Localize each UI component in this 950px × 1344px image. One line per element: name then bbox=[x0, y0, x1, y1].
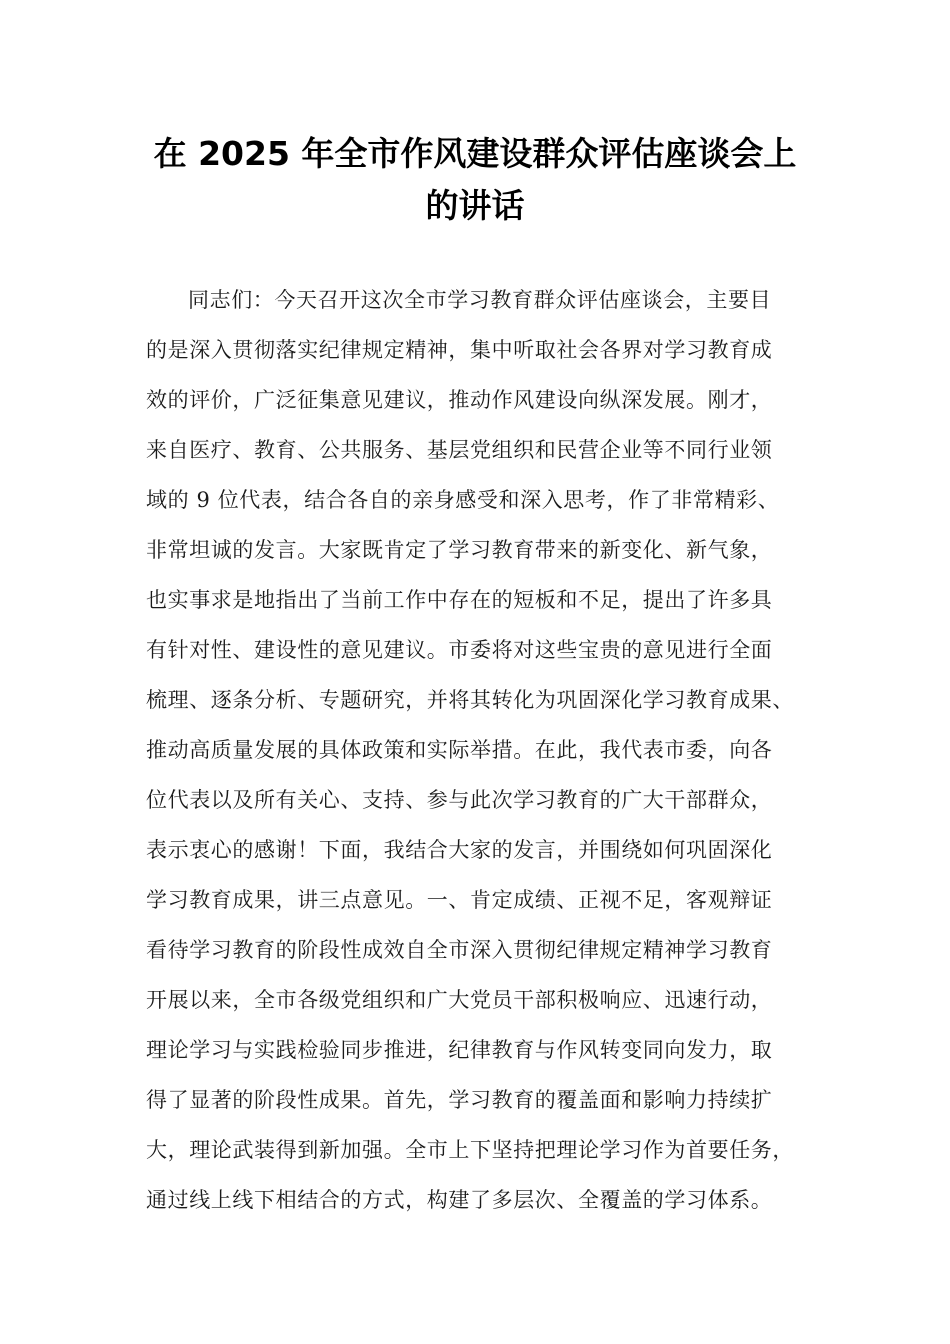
body-line: 表示衷心的感谢！下面，我结合大家的发言，并围绕如何巩固深化 bbox=[146, 838, 773, 862]
body-line: 大，理论武装得到新加强。全市上下坚持把理论学习作为首要任务， bbox=[146, 1138, 794, 1162]
title-line: 在 2025 年全市作风建设群众评估座谈会上 bbox=[153, 134, 797, 173]
body-line: 效的评价，广泛征集意见建议，推动作风建设向纵深发展。刚才， bbox=[146, 388, 773, 412]
body-line: 有针对性、建设性的意见建议。市委将对这些宝贵的意见进行全面 bbox=[146, 638, 773, 662]
body-line: 位代表以及所有关心、支持、参与此次学习教育的广大干部群众， bbox=[146, 788, 773, 812]
body-line: 得了显著的阶段性成果。首先，学习教育的覆盖面和影响力持续扩 bbox=[146, 1088, 773, 1112]
body-line: 也实事求是地指出了当前工作中存在的短板和不足，提出了许多具 bbox=[146, 588, 773, 612]
body-line: 理论学习与实践检验同步推进，纪律教育与作风转变同向发力，取 bbox=[146, 1038, 773, 1062]
body-line: 推动高质量发展的具体政策和实际举措。在此，我代表市委，向各 bbox=[146, 738, 773, 762]
body-line: 来自医疗、教育、公共服务、基层党组织和民营企业等不同行业领 bbox=[146, 438, 773, 462]
body-line: 非常坦诚的发言。大家既肯定了学习教育带来的新变化、新气象， bbox=[146, 538, 773, 562]
body-line: 同志们：今天召开这次全市学习教育群众评估座谈会，主要目 bbox=[188, 288, 772, 312]
body-line: 通过线上线下相结合的方式，构建了多层次、全覆盖的学习体系。 bbox=[146, 1188, 773, 1212]
document-body bbox=[146, 282, 836, 1232]
body-line: 域的 9 位代表，结合各自的亲身感受和深入思考，作了非常精彩、 bbox=[146, 488, 780, 512]
body-line: 开展以来，全市各级党组织和广大党员干部积极响应、迅速行动， bbox=[146, 988, 773, 1012]
body-line: 学习教育成果，讲三点意见。一、肯定成绩、正视不足，客观辩证 bbox=[146, 888, 773, 912]
body-line: 的是深入贯彻落实纪律规定精神，集中听取社会各界对学习教育成 bbox=[146, 338, 773, 362]
body-line: 梳理、逐条分析、专题研究，并将其转化为巩固深化学习教育成果、 bbox=[146, 688, 794, 712]
document-title bbox=[140, 128, 810, 232]
title-line: 的讲话 bbox=[425, 186, 525, 225]
body-line: 看待学习教育的阶段性成效自全市深入贯彻纪律规定精神学习教育 bbox=[146, 938, 773, 962]
